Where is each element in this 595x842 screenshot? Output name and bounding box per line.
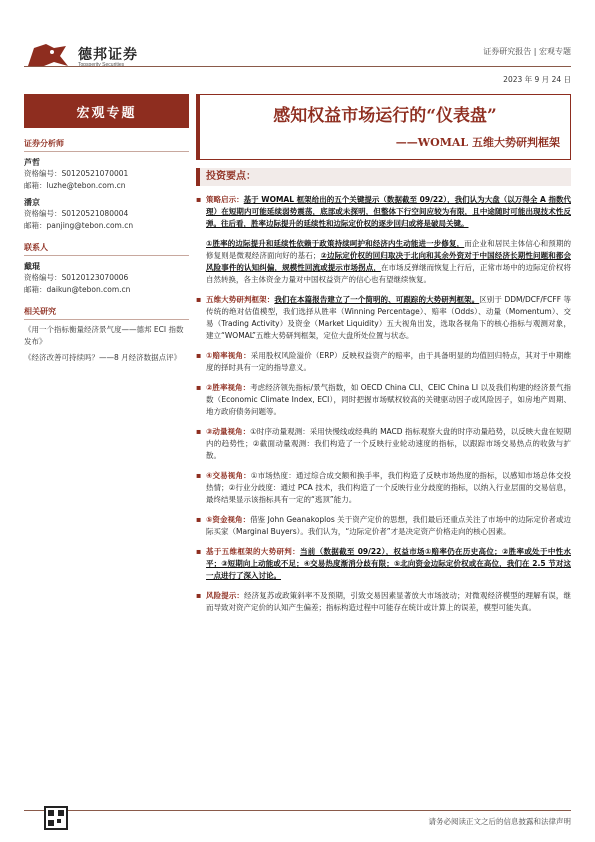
report-date: 2023 年 9 月 24 日 <box>503 75 571 84</box>
square-bullet-icon: ▪ <box>196 515 202 524</box>
paragraph-lead: 五维大势研判框架： <box>206 295 275 304</box>
title-box <box>196 94 571 160</box>
square-bullet-icon: ▪ <box>196 195 202 204</box>
key-point-paragraph <box>196 194 571 230</box>
footer-divider <box>24 810 571 811</box>
legal-disclaimer: 请务必阅读正文之后的信息披露和法律声明 <box>428 817 571 826</box>
key-points-heading: 投资要点： <box>196 168 571 186</box>
key-point-paragraph <box>196 350 571 374</box>
paragraph-lead: ④交易视角： <box>206 471 251 480</box>
key-point-paragraph <box>196 426 571 462</box>
key-point-paragraph <box>196 382 571 418</box>
square-bullet-icon: ▪ <box>196 471 202 480</box>
paragraph-text: 考虑经济领先指标/景气指数，如 OECD China CLI、CEIC China LI 以及我们构建的经济景气指数（Economic Climate Index, ECI），同时把握市场赋权较高的关键驱动因子或风险因子，如房地产周期、地方政府债务问题等。 <box>206 383 571 416</box>
related-heading: 相关研究 <box>24 306 189 320</box>
sidebar <box>24 94 189 812</box>
contact-email[interactable]: 邮箱：daikun@tebon.com.cn <box>24 285 131 294</box>
key-point-paragraph <box>196 590 571 614</box>
paragraph-lead: ①赔率视角： <box>206 351 251 360</box>
paragraph-emphasis: 当前（数据截至 09/22），权益市场①赔率仍在历史高位；②胜率或处于中性水平；③短期向上动能或不足；④交易热度渐消分歧有限；⑤北向资金边际定价权或在高位，我们在 2.5 节对这一点进行了深入讨论。 <box>206 547 571 580</box>
report-type: 证券研究报告 | 宏观专题 <box>483 47 571 56</box>
paragraph-text: 在市场反弹继而恢复上行后，正常市场中的边际定价权将自然转换，各主体资金力量对中国权益资产的信心也有望继续恢复。 <box>206 263 572 284</box>
key-point-paragraph <box>196 470 571 506</box>
paragraph-text: 借鉴 John Geanakoplos 关于资产定价的思想，我们最后还重点关注了市场中的边际定价者或边际买家（Marginal Buyers）。我们认为，“边际定价者”才是决定资产价格走向的核心因素。 <box>206 515 571 536</box>
report-title: 感知权益市场运行的“仪表盘” <box>273 106 497 126</box>
analyst-cert: 资格编号：S0120521080004 <box>24 209 129 218</box>
paragraph-emphasis: ②边际定价权的回归取决于北向和其余外资对于中国经济长期性问题和都会风险事件的认知纠偏，规模性回流或提示市场拐点， <box>206 251 571 272</box>
paragraph-lead: ③动量视角： <box>206 427 251 436</box>
analyst-block <box>24 197 189 232</box>
square-bullet-icon: ▪ <box>196 427 202 436</box>
paragraph-lead: 基于五维框架的大势研判： <box>206 547 300 556</box>
related-report-link[interactable]: 《用一个指标衡量经济景气度——德邦 ECI 指数发布》 <box>24 325 184 346</box>
brand-name-cn: 德邦证券 <box>78 47 138 63</box>
analysts-heading: 证券分析师 <box>24 138 189 152</box>
paragraph-text: 采用股权风险溢价（ERP）反映权益资产的赔率，由于具备明显的均值回归特点，其对于中期维度的择时具有一定的指导意义。 <box>206 351 571 372</box>
contact-name: 戴琨 <box>24 262 40 271</box>
related-report-link[interactable]: 《经济改善可持续吗？——8 月经济数据点评》 <box>24 353 182 362</box>
contact-cert: 资格编号：S0120123070006 <box>24 273 129 282</box>
paragraph-emphasis: 基于 WOMAL 框架给出的五个关键提示（数据截至 09/22），我们认为大盘（以万得全 A 指数代理）在短期内可能延续弱势震荡，底部或未探明，但整体下行空间应较为有限，且中途随时可能出现技术性反弹。往后看，胜率边际提升的延续性和边际定价权的逐步回归或将是破局关键。 <box>206 195 571 228</box>
report-subtitle: ——WOMAL 五维大势研判框架 <box>395 136 560 149</box>
analyst-name: 芦哲 <box>24 158 40 167</box>
paragraph-emphasis: 我们在本篇报告建立了一个简明的、可跟踪的大势研判框架。 <box>274 295 480 304</box>
analyst-cert: 资格编号：S0120521070001 <box>24 169 129 178</box>
paragraph-emphasis: ①胜率的边际提升和延续性依赖于政策持续呵护和经济内生动能进一步修复， <box>206 239 465 248</box>
paragraph-text: 而企业和居民主体信心和预期的修复则是微观经济面向好的基石； <box>206 239 571 260</box>
brand-name-en: Topsperity Securities <box>78 62 125 68</box>
contact-heading: 联系人 <box>24 242 189 256</box>
key-point-paragraph <box>196 238 571 286</box>
analyst-block <box>24 157 189 192</box>
paragraph-lead: 风险提示： <box>206 591 245 600</box>
qr-code-icon <box>44 806 68 830</box>
square-bullet-icon: ▪ <box>196 591 202 600</box>
square-bullet-icon: ▪ <box>196 547 202 556</box>
header-divider <box>24 66 571 67</box>
square-bullet-icon: ▪ <box>196 383 202 392</box>
paragraph-lead: ②胜率视角： <box>206 383 251 392</box>
paragraph-text: ①时序动量观测：采用快慢线或经典的 MACD 指标观察大盘的时序动量趋势，以反映大盘在短期内的趋势性；②截面动量观测：我们构造了一个反映行业轮动速度的指标，以跟踪市场交易热点的收敛与扩散。 <box>206 427 571 460</box>
paragraph-lead: 策略启示： <box>206 195 244 204</box>
square-bullet-icon: ▪ <box>196 295 202 304</box>
paragraph-text: 经济复苏或政策斜率不及预期，引致交易因素显著放大市场波动；对微观经济模型的理解有误，继而导致对资产定价的认知产生偏差；指标构造过程中可能存在统计或计算上的误差，模型可能失真。 <box>206 591 572 612</box>
key-point-paragraph <box>196 294 571 342</box>
paragraph-text: 区别于 DDM/DCF/FCFF 等传统的绝对估值模型，我们选择从胜率（Winning Percentage）、赔率（Odds）、动量（Momentum）、交易（Trading Activity）及资金（Market Liquidity）五大视角出发，选取各视角下的核心指标与观测对象，建立“WOMAL”五维大势研判框架，定位大盘所处位置与状态。 <box>206 295 572 340</box>
page-header <box>0 0 595 90</box>
key-point-paragraph <box>196 546 571 582</box>
paragraph-lead: ⑤资金视角： <box>206 515 251 524</box>
key-point-paragraph <box>196 514 571 538</box>
sidebar-title: 宏观专题 <box>24 94 189 128</box>
paragraph-text: ①市场热度：通过综合成交额和换手率，我们构造了反映市场热度的指标，以感知市场总体交投热情；②行业分歧度：通过 PCA 技术，我们构造了一个反映行业分歧度的指标，以纳入行业层面的交易信息，最终结果显示该指标具有一定的“逃顶”能力。 <box>206 471 571 504</box>
square-bullet-icon: ▪ <box>196 351 202 360</box>
analyst-name: 潘京 <box>24 198 40 207</box>
contact-block <box>24 261 189 296</box>
main-content <box>196 94 571 614</box>
analyst-email[interactable]: 邮箱：panjing@tebon.com.cn <box>24 221 134 230</box>
analyst-email[interactable]: 邮箱：luzhe@tebon.com.cn <box>24 181 126 190</box>
